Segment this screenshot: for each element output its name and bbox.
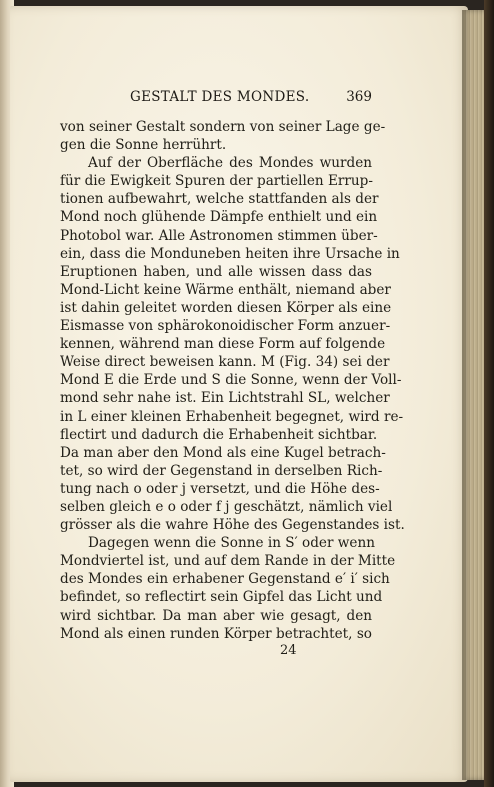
text-line: ist dahin geleitet worden diesen Körper als eine: [60, 299, 392, 316]
text-line: kennen, während man diese Form auf folgende: [60, 336, 386, 353]
text-line: gen die Sonne herrührt.: [60, 137, 227, 154]
text-line: Da man aber den Mond als eine Kugel betrach-: [60, 444, 386, 461]
text-line: Dagegen wenn die Sonne in S′ oder wenn: [88, 535, 375, 552]
text-line: Mondviertel ist, und auf dem Rande in der Mitte: [60, 553, 396, 570]
text-line: des Mondes ein erhabener Gegenstand e′ i′ sich: [60, 571, 390, 588]
text-line: Mond als einen runden Körper betrachtet, so: [60, 625, 372, 642]
text-line: von seiner Gestalt sondern von seiner Lage ge-: [60, 119, 386, 135]
text-line: wird sichtbar. Da man aber wie gesagt, den: [60, 607, 372, 624]
running-head: GESTALT DES MONDES.: [130, 89, 310, 105]
text-line: Photobol war. Alle Astronomen stimmen über-: [60, 227, 378, 244]
text-line: tung nach o oder j versetzt, und die Höhe des-: [60, 480, 380, 497]
text-line: ein, dass die Monduneben heiten ihre Ursache in: [60, 245, 400, 262]
text-line: Eruptionen haben, und alle wissen dass das: [60, 263, 372, 280]
text-line: befindet, so reflectirt sein Gipfel das Licht und: [60, 589, 383, 606]
text-line: flectirt und dadurch die Erhabenheit sichtbar.: [60, 426, 378, 443]
body-text: [60, 118, 405, 643]
signature-mark: 24: [280, 643, 297, 658]
text-line: tet, so wird der Gegenstand in derselben Rich-: [60, 462, 383, 479]
text-line: Mond noch glühende Dämpfe enthielt und ein: [60, 209, 378, 226]
text-line: Mond E die Erde und S die Sonne, wenn der Voll-: [60, 372, 402, 389]
page-number: 369: [346, 89, 372, 105]
text-line: für die Ewigkeit Spuren der partiellen Errup-: [60, 173, 373, 190]
text-line: grösser als die wahre Höhe des Gegenstandes ist.: [60, 517, 405, 534]
page-header: [60, 89, 372, 109]
book-binding: [484, 0, 494, 787]
text-line: Weise direct beweisen kann. M (Fig. 34) sei der: [60, 354, 390, 371]
text-line: Mond-Licht keine Wärme enthält, niemand aber: [60, 281, 391, 298]
text-line: in L einer kleinen Erhabenheit begegnet, wird re-: [60, 408, 404, 425]
text-line: selben gleich e o oder f j geschätzt, nämlich viel: [60, 498, 393, 515]
text-line: Auf der Oberfläche des Mondes wurden: [88, 155, 372, 172]
text-line: Eismasse von sphärokonoidischer Form anzuer-: [60, 318, 391, 335]
text-line: mond sehr nahe ist. Ein Lichtstrahl SL, welcher: [60, 390, 390, 407]
text-line: tionen aufbewahrt, welche stattfanden als der: [60, 191, 379, 208]
